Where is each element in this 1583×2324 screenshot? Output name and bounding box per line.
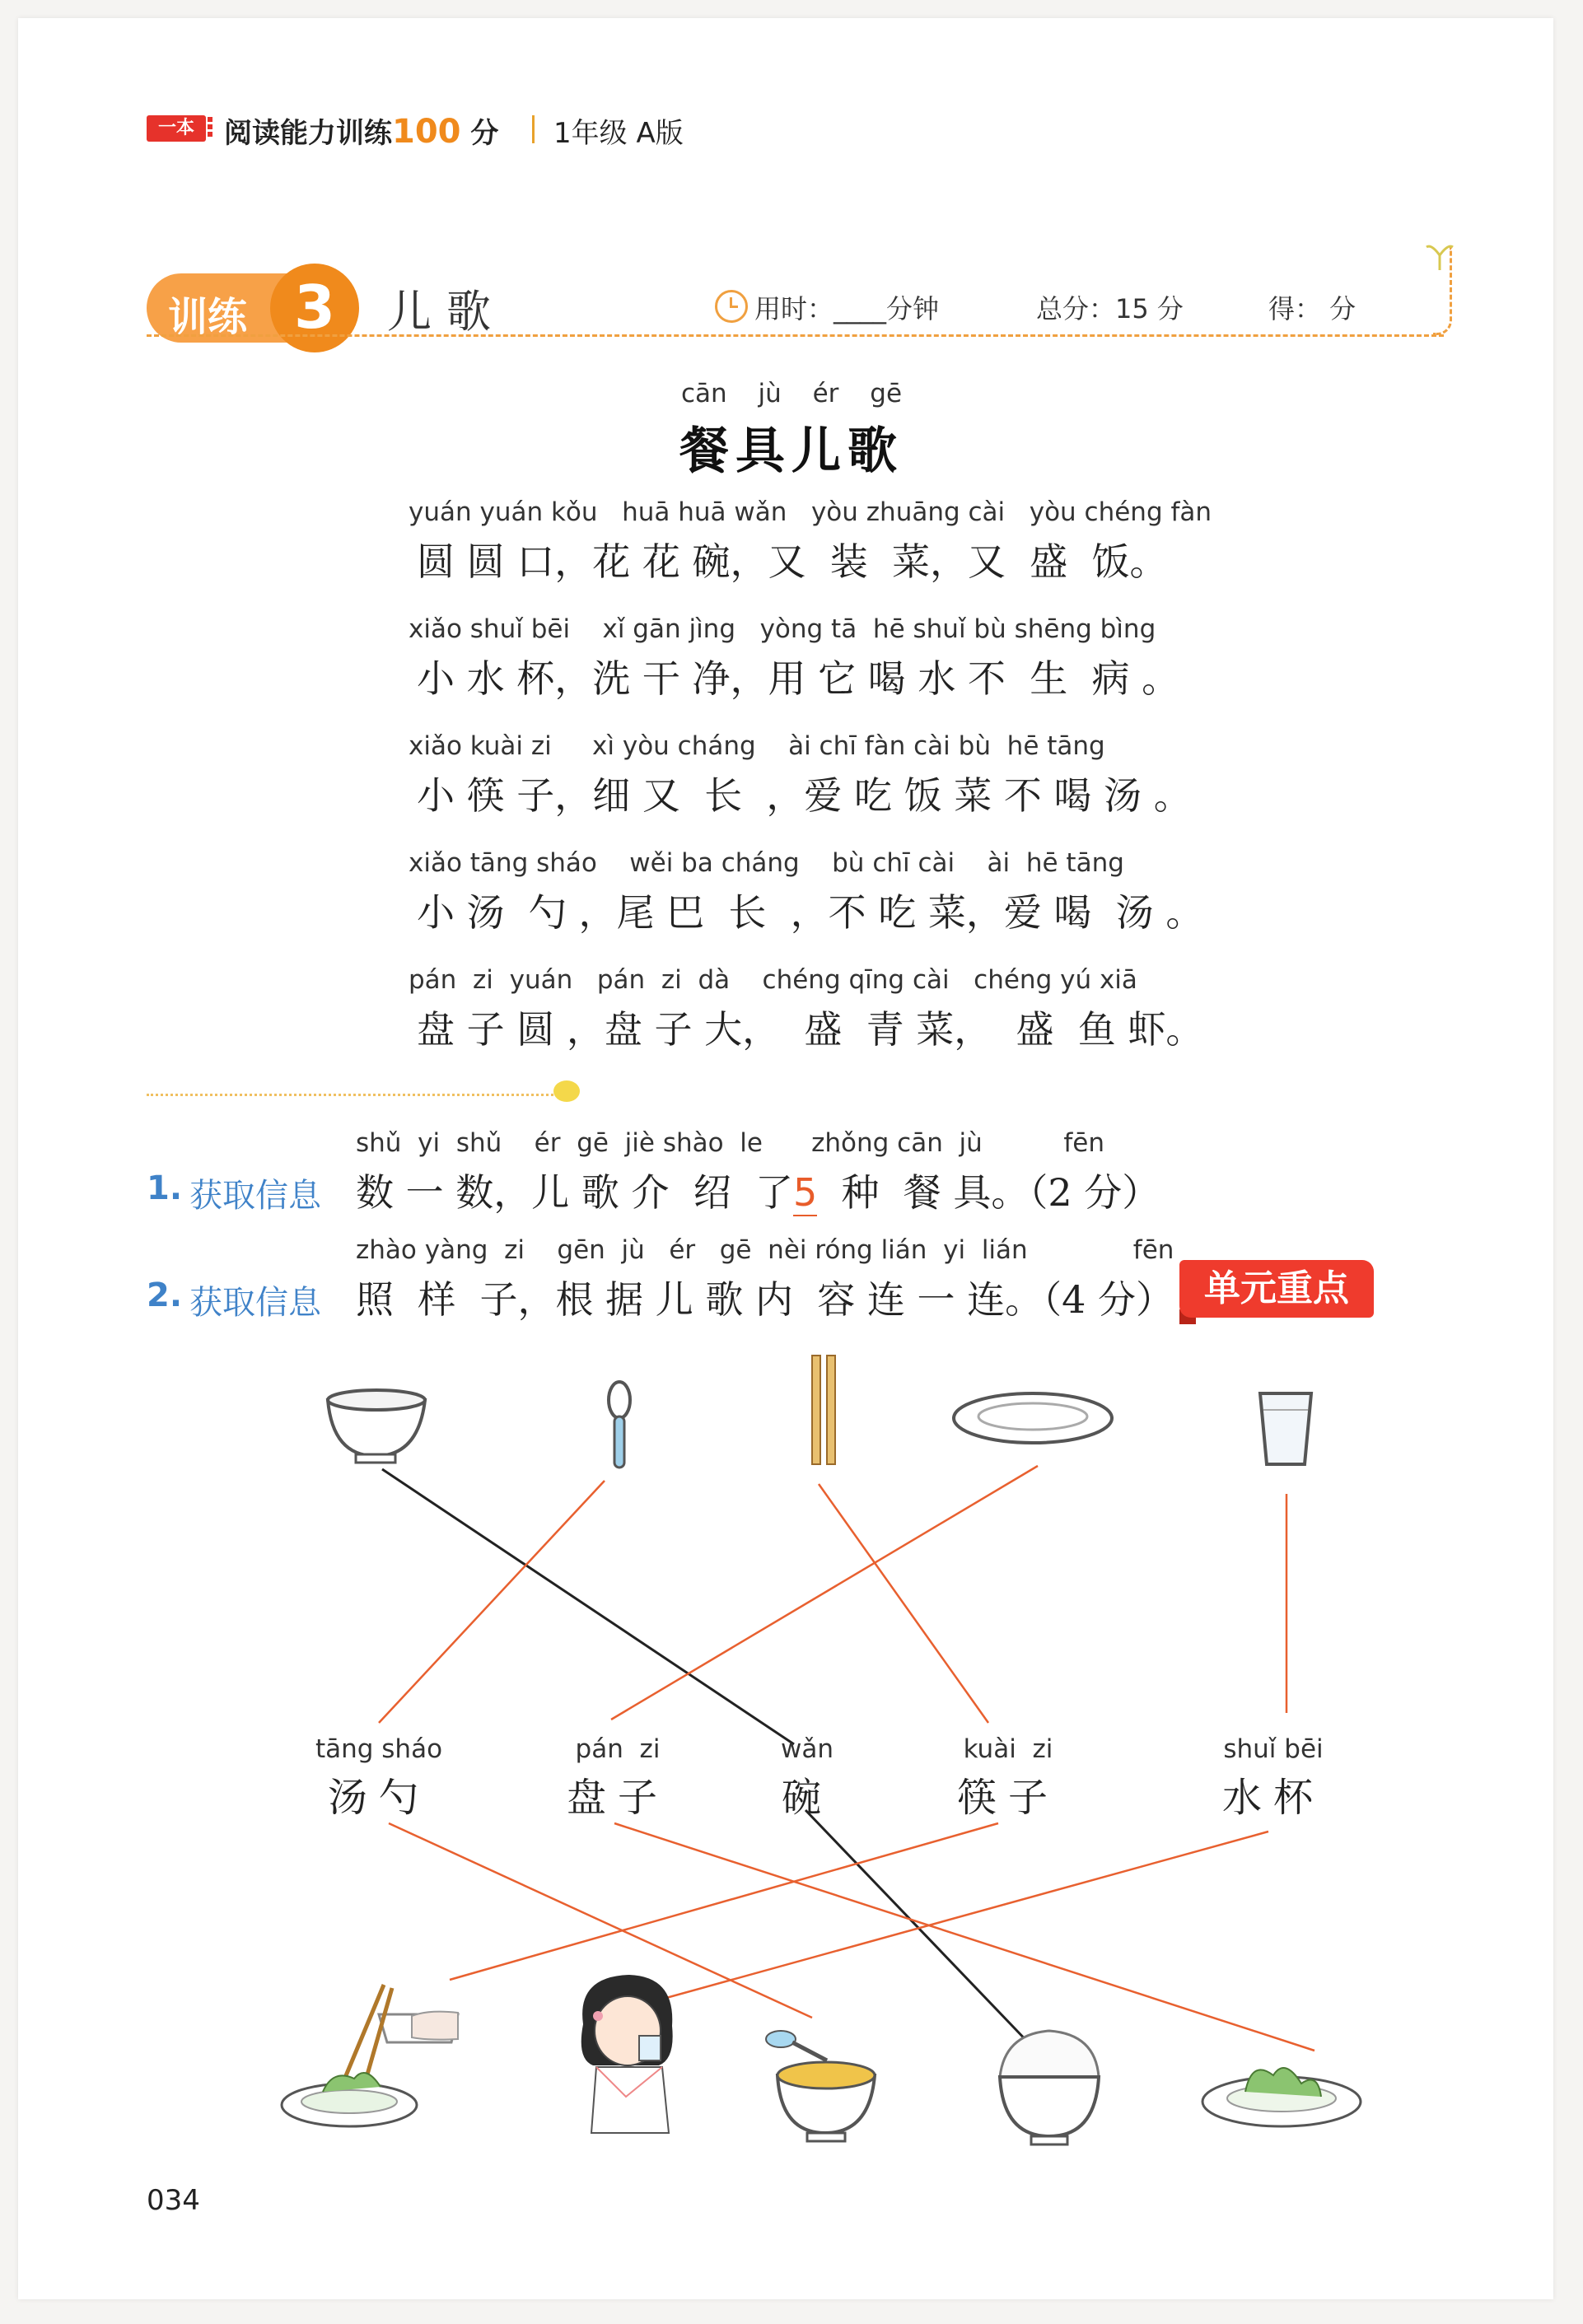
plate-icon: [954, 1393, 1112, 1443]
poem-line-2: 小 水 杯，洗 干 净，用 它 喝 水 不 生 病 。: [417, 656, 1180, 701]
q2-type: 获取信息: [189, 1284, 321, 1322]
q1-text: 数 一 数，儿 歌 介 绍 了5 种 餐 具。（2 分）: [356, 1170, 1160, 1215]
label-chopsticks: 筷子: [956, 1775, 1059, 1821]
label-cup-pinyin: shuǐ bēi: [1223, 1734, 1324, 1764]
poem-line-5-pinyin: pán zi yuán pán zi dà chéng qīng cài chéng yú xiā: [409, 965, 1137, 995]
key-point-badge: 单元重点: [1179, 1260, 1374, 1318]
girl-drinking-picture: [581, 1975, 673, 2133]
q2-pinyin: zhào yàng zi gēn jù ér gē nèi róng lián yi lián fēn: [356, 1235, 1174, 1265]
q2-text: 照 样 子，根 据 儿 歌 内 容 连 一 连。（4 分）: [356, 1277, 1174, 1322]
label-ladle-pinyin: tāng sháo: [315, 1734, 443, 1764]
label-bowl-pinyin: wǎn: [781, 1734, 834, 1764]
rice-bowl-picture: [1000, 2031, 1099, 2144]
poem-line-1-pinyin: yuán yuán kǒu huā huā wǎn yòu zhuāng cài yòu chéng fàn: [409, 497, 1212, 527]
chopsticks-with-dish-picture: [282, 1985, 458, 2126]
answer-line-spoon: [379, 1481, 605, 1723]
poem-title: 餐具儿歌: [679, 422, 904, 480]
total-score-label: 总分：15 分: [1036, 293, 1184, 324]
label-bowl: 碗: [781, 1775, 833, 1821]
lesson-label: 训练: [168, 294, 248, 340]
label-cup: 水杯: [1221, 1775, 1324, 1821]
poem-title-pinyin: cān jù ér gē: [680, 379, 903, 408]
poem-line-3: 小 筷 子，细 又 长 ，爱 吃 饭 菜 不 喝 汤 。: [417, 773, 1192, 818]
vegetable-plate-picture: [1202, 2068, 1361, 2126]
score-label: 得： 分: [1268, 293, 1357, 324]
answer-line-chopsticks: [819, 1484, 988, 1723]
q1-number: 1.: [147, 1169, 183, 1207]
brand-logo: 一本: [147, 115, 206, 142]
label-plate: 盘子: [566, 1775, 669, 1821]
q1-answer: 5: [792, 1170, 818, 1215]
lesson-name: 儿歌: [387, 286, 506, 338]
answer-line-dish: [614, 1823, 1314, 2051]
book-grade: 1年级 A版: [553, 117, 684, 150]
label-ladle: 汤勺: [327, 1775, 430, 1821]
cup-icon: [1260, 1393, 1311, 1464]
poem-line-3-pinyin: xiǎo kuài zi xì yòu cháng ài chī fàn cài bù hē tāng: [409, 731, 1105, 761]
poem-line-4: 小 汤 勺 ，尾 巴 长 ，不 吃 菜，爱 喝 汤 。: [417, 890, 1204, 935]
lesson-number: 3: [270, 264, 359, 352]
soup-bowl-picture: [766, 2031, 875, 2141]
answer-line-water: [642, 1832, 1268, 2004]
answer-line-plate: [611, 1466, 1038, 1720]
q1-pinyin: shǔ yi shǔ ér gē jiè shào le zhǒng cān jù fēn: [356, 1128, 1104, 1158]
label-chopsticks-pinyin: kuài zi: [963, 1734, 1053, 1764]
poem-line-5: 盘 子 圆 ，盘 子 大， 盛 青 菜， 盛 鱼 虾。: [417, 1007, 1204, 1052]
q2-number: 2.: [147, 1276, 183, 1314]
poem-line-2-pinyin: xiǎo shuǐ bēi xǐ gān jìng yòng tā hē shuǐ bù shēng bìng: [409, 614, 1156, 644]
chopsticks-icon: [812, 1356, 835, 1464]
poem-line-1: 圆 圆 口，花 花 碗，又 装 菜，又 盛 饭。: [417, 539, 1168, 584]
time-label: 用时：____分钟: [754, 293, 940, 324]
poem-line-4-pinyin: xiǎo tāng sháo wěi ba cháng bù chī cài ài hē tāng: [409, 848, 1124, 878]
series-title: 阅读能力训练100 分: [224, 113, 499, 151]
spoon-icon: [609, 1382, 630, 1468]
label-plate-pinyin: pán zi: [575, 1734, 661, 1764]
page-number: 034: [147, 2184, 200, 2217]
example-line-top: [382, 1469, 794, 1744]
bowl-icon: [328, 1390, 425, 1463]
q1-type: 获取信息: [189, 1177, 321, 1215]
answer-line-sticks: [450, 1823, 998, 1980]
